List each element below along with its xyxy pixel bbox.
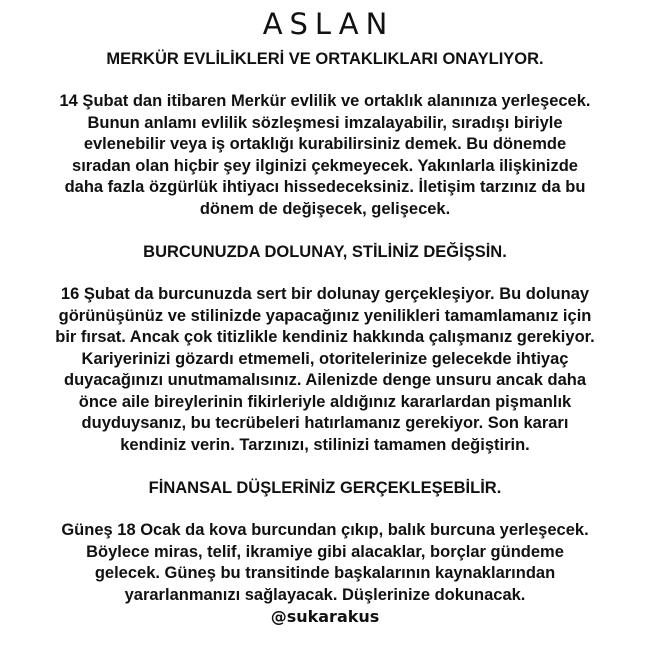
paragraph-line: yararlanmanızı sağlayacak. Düşlerinize dokunacak. [124,585,526,604]
paragraph-line: kendiniz verin. Tarzınızı, stilinizi tamamen değiştirin. [120,435,530,454]
paragraph-line: Kariyerinizi gözardı etmemeli, otoritelerinize gelecekde ihtiyaç [81,349,569,368]
paragraph-line: duyacağınızı unutmamalısınız. Ailenizde denge unsuru ancak daha [64,371,586,389]
section-heading-text: MERKÜR EVLİLİKLERİ VE ORTAKLIKLARI ONAYLIYOR. [106,50,544,68]
section-heading-3 [4,477,646,499]
section-heading-text: FİNANSAL DÜŞLERİNİZ GERÇEKLEŞEBİLİR. [148,479,502,497]
paragraph-line: Güneş 18 Ocak da kova burcundan çıkıp, balık burcuna yerleşecek. [61,521,589,539]
section-paragraph-3 [4,520,646,606]
paragraph-line: gelecek. Güneş bu transitinde başkalarının kaynaklarından [94,564,556,582]
paragraph-line: Böylece miras, telif, ikramiye gibi alacaklar, borçlar gündeme [86,542,564,561]
page-title: ASLAN [262,7,395,41]
paragraph-line: sıradan olan hiçbir şey ilginizi çekmeyecek. Yakınlarla ilişkinizde [72,156,578,175]
paragraph-line: Bunun anlamı evlilik sözleşmesi imzalayabilir, sıradışı biriyle [87,113,563,132]
paragraph-line: duyduysanız, bu tecrübeleri hatırlamanız gerekiyor. Son kararı [81,414,569,432]
paragraph-line: dönem de değişecek, gelişecek. [199,199,451,218]
paragraph-line: önce aile bireylerinin fikirleriyle aldığınız kararlardan pişmanlık [78,392,572,411]
section-paragraph-1 [4,91,646,220]
paragraph-line: evlenebilir veya iş ortaklığı kurabilirsiniz demek. Bu dönemde [83,135,567,153]
author-handle: @sukarakus [270,607,380,626]
paragraph-line: 14 Şubat dan itibaren Merkür evlilik ve ortaklık alanınıza yerleşecek. [59,92,591,110]
section-paragraph-2 [4,284,646,456]
paragraph-line: görünüşünüz ve stilinizde yapacağınız yenilikleri tamamlamanız için [58,306,592,325]
section-heading-text: BURCUNUZDA DOLUNAY, STİLİNİZ DEĞİŞSİN. [143,243,507,261]
paragraph-line: daha fazla özgürlük ihtiyacı hissedeceksiniz. İletişim tarzınız da bu [64,178,586,196]
section-heading-1 [4,48,646,70]
paragraph-line: 16 Şubat da burcunuzda sert bir dolunay gerçekleşiyor. Bu dolunay [60,285,590,303]
paragraph-line: bir fırsat. Ancak çok titizlikle kendiniz hakkında çalışmanız gerekiyor. [55,328,595,346]
section-heading-2 [4,241,646,263]
